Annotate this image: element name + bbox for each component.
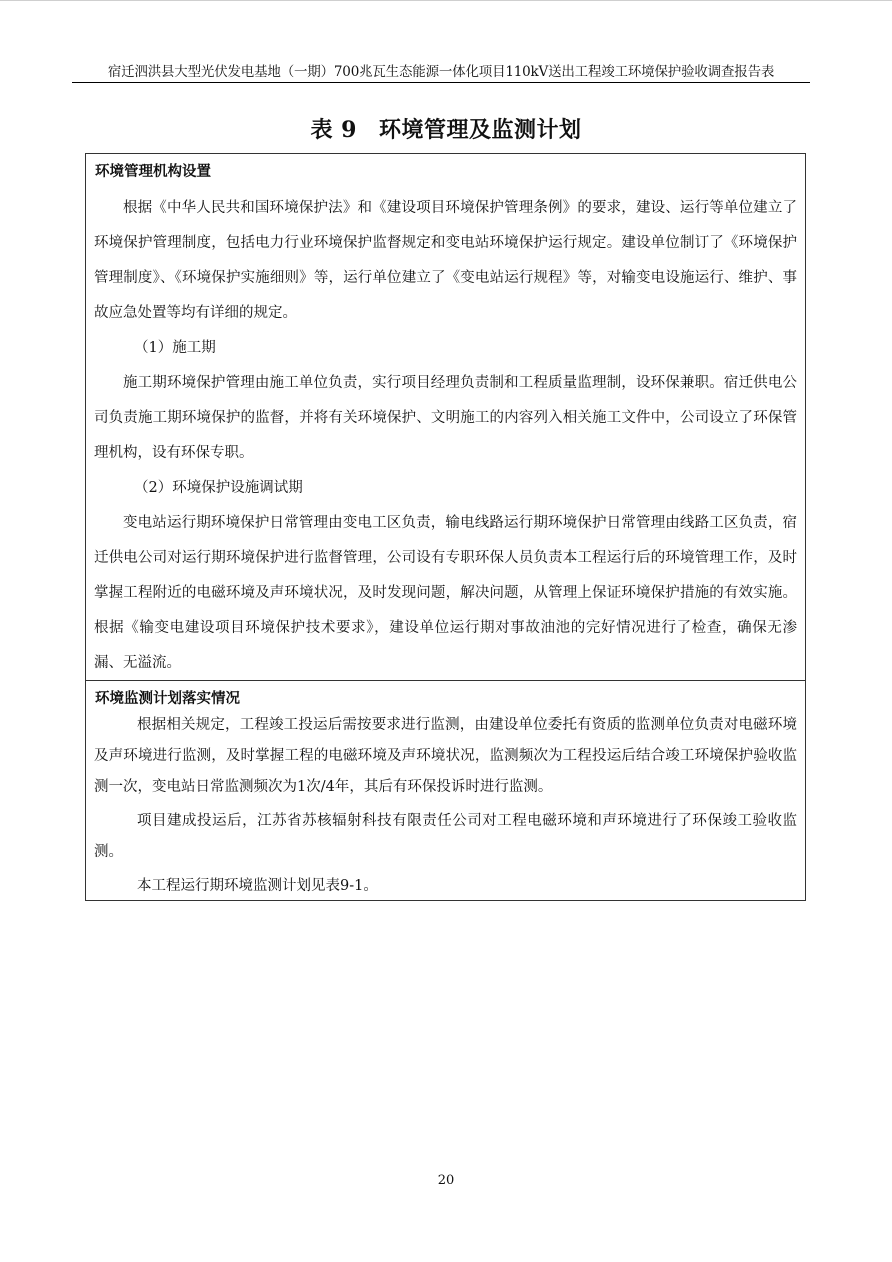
commissioning-period-subheading: （2）环境保护设施调试期 [134, 480, 303, 496]
monitoring-paragraph-1: 根据相关规定，工程竣工投运后需按要求进行监测，由建设单位委托有资质的监测单位负责对电磁环境及声环境进行监测，及时掌握工程的电磁环境及声环境状况，监测频次为工程投运后结合竣工环境保护验收监测一次，变电站日常监测频次为1次/4年，其后有环保投诉时进行监测。 [94, 717, 797, 795]
management-paragraph-3: 变电站运行期环境保护日常管理由变电工区负责，输电线路运行期环境保护日常管理由线路工区负责，宿迁供电公司对运行期环境保护进行监督管理，公司设有专职环保人员负责本工程运行后的环境管理工作，及时掌握工程附近的电磁环境及声环境状况，及时发现问题，解决问题，从管理上保证环境保护措施的有效实施。根据《输变电建设项目环境保护技术要求》，建设单位运行期对事故油池的完好情况进行了检查，确保无渗漏、无溢流。 [94, 515, 797, 671]
environment-management-section [85, 153, 806, 681]
table-name: 环境管理及监测计划 [378, 117, 582, 143]
management-paragraph-1: 根据《中华人民共和国环境保护法》和《建设项目环境保护管理条例》的要求，建设、运行等单位建立了环境保护管理制度，包括电力行业环境保护监督规定和变电站环境保护运行规定。建设单位制订了《环境保护管理制度》、《环境保护实施细则》等，运行单位建立了《变电站运行规程》等，对输变电设施运行、维护、事故应急处置等均有详细的规定。 [94, 200, 797, 321]
monitoring-paragraph-3: 本工程运行期环境监测计划见表9-1。 [137, 878, 378, 894]
construction-period-subheading: （1）施工期 [134, 340, 216, 356]
running-header: 宿迁泗洪县大型光伏发电基地（一期）700兆瓦生态能源一体化项目110kV送出工程竣工环境保护验收调查报告表 [107, 64, 775, 80]
table-number: 表 9 [310, 117, 357, 143]
management-paragraph-2: 施工期环境保护管理由施工单位负责，实行项目经理负责制和工程质量监理制，设环保兼职。宿迁供电公司负责施工期环境保护的监督，并将有关环境保护、文明施工的内容列入相关施工文件中，公司设立了环保管理机构，设有环保专职。 [94, 375, 797, 461]
monitoring-paragraph-2: 项目建成投运后，江苏省苏核辐射科技有限责任公司对工程电磁环境和声环境进行了环保竣工验收监测。 [94, 813, 797, 860]
section-heading-management: 环境管理机构设置 [95, 163, 211, 180]
table-title [0, 113, 892, 147]
section-heading-monitoring: 环境监测计划落实情况 [95, 690, 240, 707]
header-rule [72, 82, 810, 83]
page-number: 20 [437, 1173, 455, 1188]
environment-monitoring-section [85, 680, 806, 901]
page-top-edge [0, 0, 892, 1]
